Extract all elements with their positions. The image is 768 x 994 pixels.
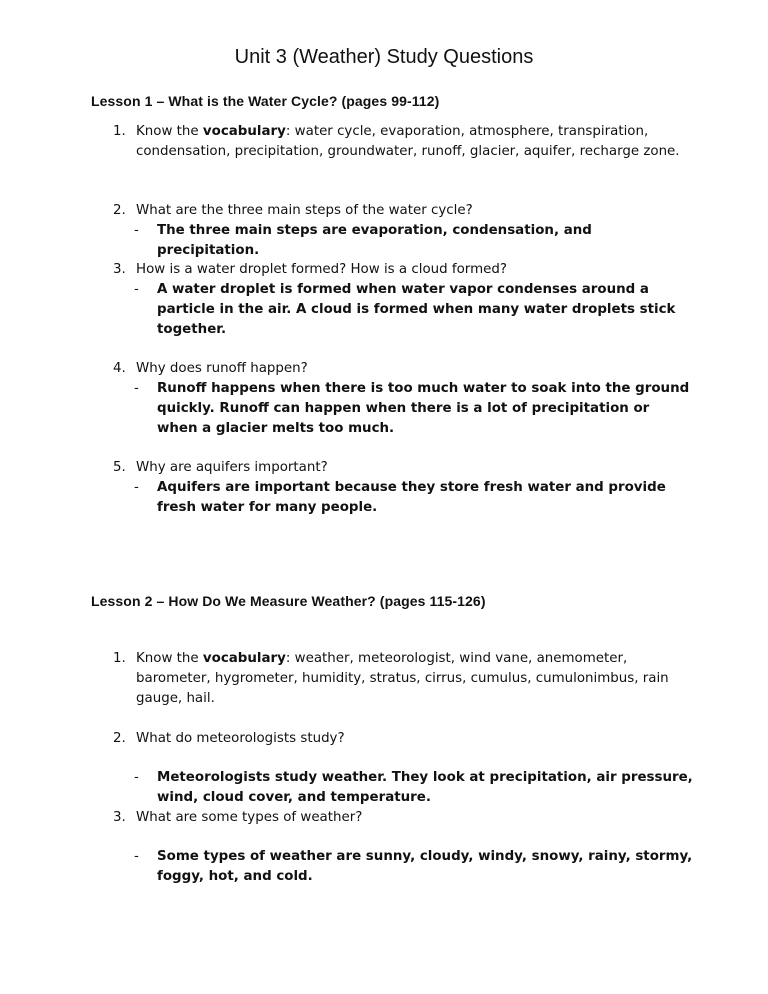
page-title: Unit 3 (Weather) Study Questions	[234, 46, 534, 68]
lesson1-question-4	[113, 359, 693, 379]
question-text: Why are aquifers important?	[136, 460, 328, 475]
answer-dash: -	[134, 849, 139, 864]
answer-dash: -	[134, 381, 139, 396]
answer-dash: -	[134, 770, 139, 785]
question-number: 4.	[113, 361, 126, 376]
lesson2-heading: Lesson 2 – How Do We Measure Weather? (pages 115-126)	[91, 593, 486, 609]
lesson2-question-2	[113, 729, 693, 749]
question-number: 2.	[113, 731, 126, 746]
lesson2-answer-2	[134, 768, 694, 808]
question-text: How is a water droplet formed? How is a cloud formed?	[136, 262, 507, 277]
lesson1-question-1	[113, 122, 693, 162]
question-text: Know the vocabulary: weather, meteorologist, wind vane, anemometer, barometer, hygrometer, humidity, stratus, cirrus, cumulus, cumulonimbus, rain gauge, hail.	[136, 651, 669, 706]
lesson1-heading: Lesson 1 – What is the Water Cycle? (pages 99-112)	[91, 93, 440, 109]
question-number: 1.	[113, 124, 126, 139]
answer-text: Aquifers are important because they store fresh water and provide fresh water for many people.	[157, 480, 666, 515]
question-text: What do meteorologists study?	[136, 731, 345, 746]
question-text: What are some types of weather?	[136, 810, 363, 825]
lesson1-question-3	[113, 260, 693, 280]
lesson2-answer-3	[134, 847, 694, 887]
answer-dash: -	[134, 480, 139, 495]
question-text: Know the vocabulary: water cycle, evaporation, atmosphere, transpiration, condensation, precipitation, groundwater, runoff, glacier, aquifer, recharge zone.	[136, 124, 680, 159]
lesson1-answer-3	[134, 280, 694, 340]
question-number: 3.	[113, 810, 126, 825]
lesson1-answer-5	[134, 478, 694, 518]
answer-dash: -	[134, 223, 139, 238]
answer-text: The three main steps are evaporation, condensation, and precipitation.	[157, 223, 592, 258]
vocabulary-keyword: vocabulary	[202, 651, 286, 666]
question-number: 5.	[113, 460, 126, 475]
question-number: 1.	[113, 651, 126, 666]
lesson1-answer-2	[134, 221, 694, 261]
question-text: Why does runoff happen?	[136, 361, 308, 376]
question-number: 2.	[113, 203, 126, 218]
lesson1-question-2	[113, 201, 693, 221]
lesson2-question-3	[113, 808, 693, 828]
answer-text: Runoff happens when there is too much water to soak into the ground quickly. Runoff can happen when there is a lot of precipitation or when a glacier melts too much.	[157, 381, 690, 436]
answer-dash: -	[134, 282, 139, 297]
answer-text: A water droplet is formed when water vapor condenses around a particle in the air. A cloud is formed when many water droplets stick together.	[157, 282, 676, 337]
question-text: What are the three main steps of the water cycle?	[136, 203, 473, 218]
lesson1-question-5	[113, 458, 693, 478]
vocabulary-keyword: vocabulary	[202, 124, 286, 139]
answer-text: Meteorologists study weather. They look at precipitation, air pressure, wind, cloud cover, and temperature.	[157, 770, 693, 805]
question-number: 3.	[113, 262, 126, 277]
answer-text: Some types of weather are sunny, cloudy, windy, snowy, rainy, stormy, foggy, hot, and cold.	[157, 849, 693, 884]
lesson1-answer-4	[134, 379, 694, 439]
lesson2-question-1	[113, 649, 693, 709]
